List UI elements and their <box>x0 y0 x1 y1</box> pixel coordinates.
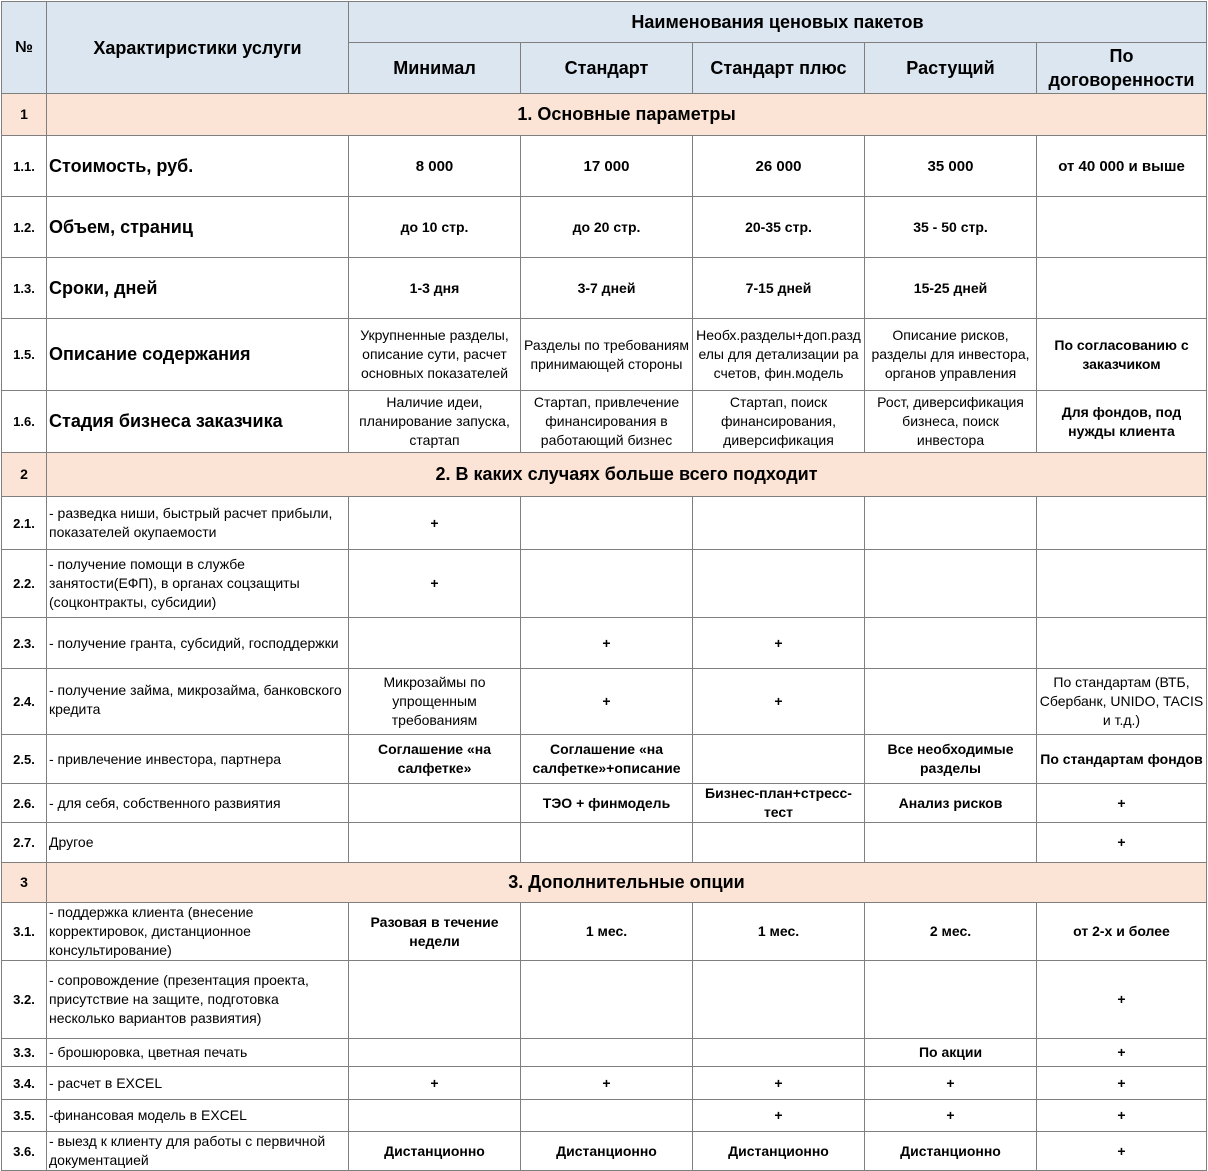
cell: Стартап, поиск финансирования, диверсификация <box>693 391 865 453</box>
header-packages-title: Наименования ценовых пакетов <box>349 2 1207 43</box>
cell: 35 000 <box>865 136 1037 197</box>
cell: ТЭО + финмодель <box>521 784 693 823</box>
table-row <box>2 319 1207 391</box>
cell: + <box>349 1067 521 1100</box>
cell: Все необходимые разделы <box>865 735 1037 784</box>
section-header <box>2 94 1207 136</box>
cell: Описание рисков, разделы для инвестора, органов управления <box>865 319 1037 391</box>
cell: + <box>1037 1067 1207 1100</box>
cell <box>693 497 865 550</box>
cell: + <box>1037 1132 1207 1171</box>
table-row <box>2 669 1207 735</box>
cell <box>1037 618 1207 669</box>
row-label: - разведка ниши, быстрый расчет прибыли, показателей окупаемости <box>47 497 349 550</box>
cell: 1 мес. <box>521 903 693 961</box>
cell <box>693 1039 865 1067</box>
row-num: 3.4. <box>2 1067 47 1100</box>
cell: Для фондов, под нужды клиента <box>1037 391 1207 453</box>
row-num: 3.6. <box>2 1132 47 1171</box>
cell: 20-35 стр. <box>693 197 865 258</box>
cell <box>521 550 693 618</box>
cell: Укрупненные разделы, описание сути, расчет основных показателей <box>349 319 521 391</box>
cell: + <box>521 669 693 735</box>
table-row <box>2 497 1207 550</box>
row-label: Объем, страниц <box>47 197 349 258</box>
row-label: - сопровождение (презентация проекта, присутствие на защите, подготовка несколько вариантов развиятия) <box>47 961 349 1039</box>
cell <box>865 550 1037 618</box>
cell <box>1037 197 1207 258</box>
cell: + <box>693 669 865 735</box>
cell: 35 - 50 стр. <box>865 197 1037 258</box>
cell <box>865 823 1037 863</box>
cell: По согласованию с заказчиком <box>1037 319 1207 391</box>
cell: 3-7 дней <box>521 258 693 319</box>
row-label: - привлечение инвестора, партнера <box>47 735 349 784</box>
table-row <box>2 197 1207 258</box>
row-label: - получение помощи в службе занятости(ЕФП), в органах соцзащиты (соцконтракты, субсидии) <box>47 550 349 618</box>
table-row <box>2 136 1207 197</box>
cell <box>349 784 521 823</box>
cell: Бизнес-план+стресс-тест <box>693 784 865 823</box>
row-label: Стадия бизнеса заказчика <box>47 391 349 453</box>
cell: Рост, диверсификация бизнеса, поиск инвестора <box>865 391 1037 453</box>
header-num: № <box>2 2 47 94</box>
cell: 7-15 дней <box>693 258 865 319</box>
cell <box>521 1039 693 1067</box>
cell: + <box>1037 823 1207 863</box>
cell: 17 000 <box>521 136 693 197</box>
table-row <box>2 1039 1207 1067</box>
cell: + <box>693 618 865 669</box>
section-title: 1. Основные параметры <box>47 94 1207 136</box>
row-num: 2.3. <box>2 618 47 669</box>
cell: + <box>349 497 521 550</box>
row-label: Сроки, дней <box>47 258 349 319</box>
table-row <box>2 961 1207 1039</box>
cell <box>349 961 521 1039</box>
table-row <box>2 1132 1207 1171</box>
row-label: -финансовая модель в EXCEL <box>47 1100 349 1132</box>
cell: Дистанционно <box>865 1132 1037 1171</box>
cell: Дистанционно <box>521 1132 693 1171</box>
row-num: 1.6. <box>2 391 47 453</box>
section-header <box>2 453 1207 497</box>
package-standard-plus: Стандарт плюс <box>693 43 865 94</box>
cell <box>865 497 1037 550</box>
row-label: Стоимость, руб. <box>47 136 349 197</box>
cell: 15-25 дней <box>865 258 1037 319</box>
table-row <box>2 1100 1207 1132</box>
row-num: 3.3. <box>2 1039 47 1067</box>
cell: + <box>1037 961 1207 1039</box>
cell <box>349 1100 521 1132</box>
row-num: 1.2. <box>2 197 47 258</box>
cell: Микрозаймы по упрощенным требованиям <box>349 669 521 735</box>
cell <box>693 961 865 1039</box>
table-row <box>2 903 1207 961</box>
cell <box>865 669 1037 735</box>
row-label: - для себя, собственного развиятия <box>47 784 349 823</box>
row-label: - выезд к клиенту для работы с первичной документацией <box>47 1132 349 1171</box>
cell: Стартап, привлечение финансирования в работающий бизнес <box>521 391 693 453</box>
row-num: 2.1. <box>2 497 47 550</box>
section-header <box>2 863 1207 903</box>
row-num: 2.5. <box>2 735 47 784</box>
cell <box>1037 258 1207 319</box>
cell <box>521 1100 693 1132</box>
cell: Необх.разделы+доп.разделы для детализации расчетов, фин.модель <box>693 319 865 391</box>
cell: + <box>1037 1100 1207 1132</box>
cell <box>693 823 865 863</box>
row-num: 2.4. <box>2 669 47 735</box>
cell <box>1037 497 1207 550</box>
cell <box>349 823 521 863</box>
package-growing: Растущий <box>865 43 1037 94</box>
table-row <box>2 618 1207 669</box>
row-num: 3.5. <box>2 1100 47 1132</box>
cell: 1 мес. <box>693 903 865 961</box>
row-label: - получение займа, микрозайма, банковского кредита <box>47 669 349 735</box>
row-label: - поддержка клиента (внесение корректировок, дистанционное консультирование) <box>47 903 349 961</box>
table-row <box>2 550 1207 618</box>
row-label: - расчет в EXCEL <box>47 1067 349 1100</box>
cell: По стандартам фондов <box>1037 735 1207 784</box>
row-num: 2.6. <box>2 784 47 823</box>
package-negotiable: По договоренности <box>1037 43 1207 94</box>
cell: до 10 стр. <box>349 197 521 258</box>
cell <box>521 823 693 863</box>
cell: + <box>693 1067 865 1100</box>
row-num: 3.2. <box>2 961 47 1039</box>
row-num: 2.7. <box>2 823 47 863</box>
table-row <box>2 1067 1207 1100</box>
table-row <box>2 823 1207 863</box>
cell: от 2-х и более <box>1037 903 1207 961</box>
row-label: - получение гранта, субсидий, господдержки <box>47 618 349 669</box>
cell: 2 мес. <box>865 903 1037 961</box>
cell: + <box>865 1067 1037 1100</box>
cell: + <box>521 618 693 669</box>
cell: По акции <box>865 1039 1037 1067</box>
cell: Разовая в течение недели <box>349 903 521 961</box>
row-num: 1.5. <box>2 319 47 391</box>
cell: Разделы по требованиям принимающей стороны <box>521 319 693 391</box>
pricing-table <box>1 1 1207 1171</box>
package-minimal: Минимал <box>349 43 521 94</box>
cell <box>349 618 521 669</box>
section-title: 3. Дополнительные опции <box>47 863 1207 903</box>
cell: Дистанционно <box>349 1132 521 1171</box>
cell <box>521 961 693 1039</box>
cell: 26 000 <box>693 136 865 197</box>
cell: 1-3 дня <box>349 258 521 319</box>
section-num: 3 <box>2 863 47 903</box>
package-standard: Стандарт <box>521 43 693 94</box>
cell <box>349 1039 521 1067</box>
cell <box>693 735 865 784</box>
header-characteristics: Характиристики услуги <box>47 2 349 94</box>
cell: + <box>521 1067 693 1100</box>
cell: 8 000 <box>349 136 521 197</box>
table-row <box>2 258 1207 319</box>
row-label: Описание содержания <box>47 319 349 391</box>
cell: Соглашение «на салфетке» <box>349 735 521 784</box>
cell: + <box>1037 1039 1207 1067</box>
cell: + <box>1037 784 1207 823</box>
row-label: - брошюровка, цветная печать <box>47 1039 349 1067</box>
table-row <box>2 735 1207 784</box>
section-title: 2. В каких случаях больше всего подходит <box>47 453 1207 497</box>
table-row <box>2 784 1207 823</box>
row-num: 3.1. <box>2 903 47 961</box>
row-num: 1.1. <box>2 136 47 197</box>
row-label: Другое <box>47 823 349 863</box>
cell: + <box>349 550 521 618</box>
row-num: 1.3. <box>2 258 47 319</box>
section-num: 2 <box>2 453 47 497</box>
cell: + <box>693 1100 865 1132</box>
cell <box>521 497 693 550</box>
cell <box>693 550 865 618</box>
row-num: 2.2. <box>2 550 47 618</box>
section-num: 1 <box>2 94 47 136</box>
cell: + <box>865 1100 1037 1132</box>
cell <box>865 961 1037 1039</box>
cell: от 40 000 и выше <box>1037 136 1207 197</box>
cell <box>1037 550 1207 618</box>
cell: до 20 стр. <box>521 197 693 258</box>
cell: Дистанционно <box>693 1132 865 1171</box>
cell: Анализ рисков <box>865 784 1037 823</box>
table-row <box>2 391 1207 453</box>
cell: Соглашение «на салфетке»+описание <box>521 735 693 784</box>
cell: По стандартам (ВТБ, Сбербанк, UNIDO, TACIS и т.д.) <box>1037 669 1207 735</box>
cell <box>865 618 1037 669</box>
cell: Наличие идеи, планирование запуска, стартап <box>349 391 521 453</box>
